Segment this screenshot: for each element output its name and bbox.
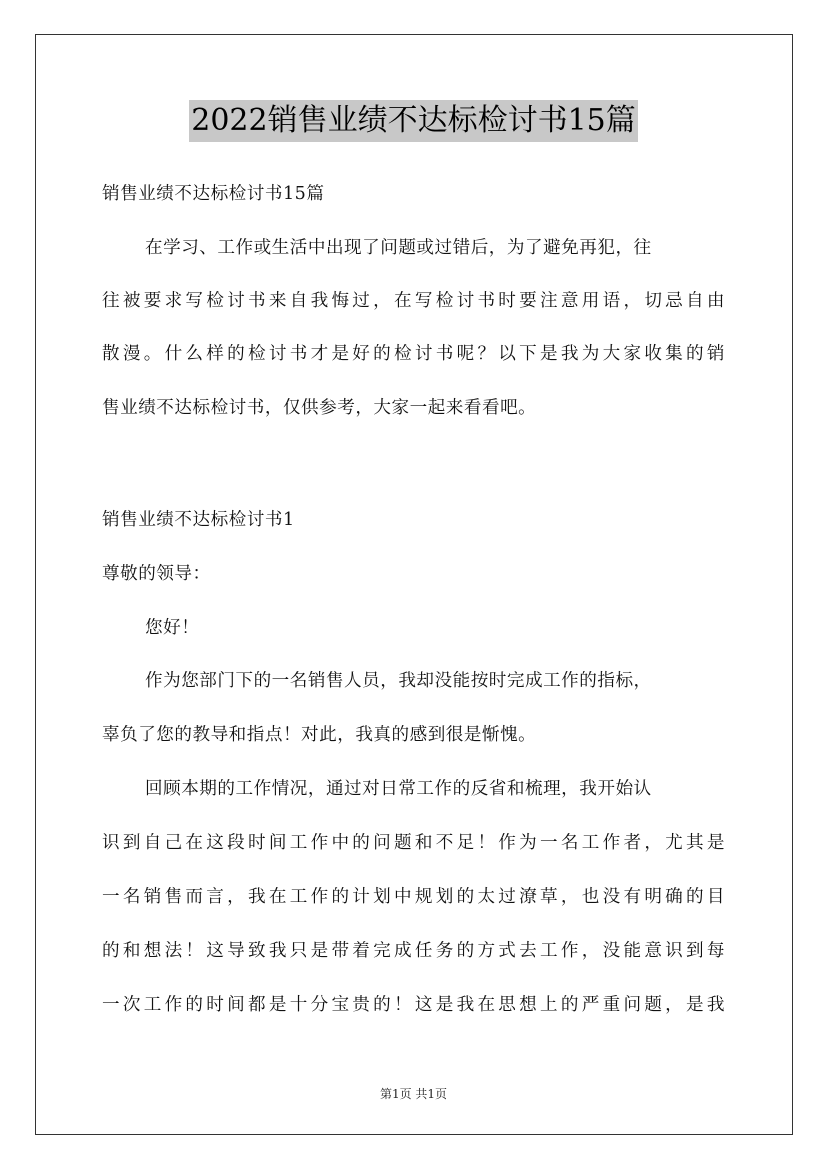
paragraph-line: 往被要求写检讨书来自我悔过，在写检讨书时要注意用语，切忌自由 — [102, 291, 725, 311]
subtitle-line: 销售业绩不达标检讨书15篇 — [102, 184, 325, 204]
paragraph-line: 散漫。什么样的检讨书才是好的检讨书呢？以下是我为大家收集的销 — [102, 344, 725, 364]
document-title: 2022销售业绩不达标检讨书15篇 — [189, 100, 638, 142]
page-footer: 第1页 共1页 — [379, 1087, 448, 1101]
section-heading: 销售业绩不达标检讨书1 — [102, 510, 295, 530]
paragraph-line: 识到自己在这段时间工作中的问题和不足！作为一名工作者，尤其是 — [102, 833, 725, 853]
paragraph-line: 的和想法！这导致我只是带着完成任务的方式去工作，没能意识到每 — [102, 941, 725, 961]
greeting: 您好！ — [145, 618, 200, 638]
paragraph-line: 在学习、工作或生活中出现了问题或过错后，为了避免再犯，往 — [145, 238, 652, 258]
paragraph-line: 回顾本期的工作情况，通过对日常工作的反省和梳理，我开始认 — [145, 779, 652, 799]
title-container — [0, 100, 827, 142]
paragraph-line: 一次工作的时间都是十分宝贵的！这是我在思想上的严重问题，是我 — [102, 995, 725, 1015]
paragraph-line: 作为您部门下的一名销售人员，我却没能按时完成工作的指标， — [145, 671, 652, 691]
paragraph-line: 一名销售而言，我在工作的计划中规划的太过潦草，也没有明确的目 — [102, 887, 725, 907]
salutation: 尊敬的领导： — [102, 564, 211, 584]
paragraph-line: 售业绩不达标检讨书，仅供参考，大家一起来看看吧。 — [102, 398, 537, 418]
paragraph-line: 辜负了您的教导和指点！对此，我真的感到很是惭愧。 — [102, 725, 537, 745]
